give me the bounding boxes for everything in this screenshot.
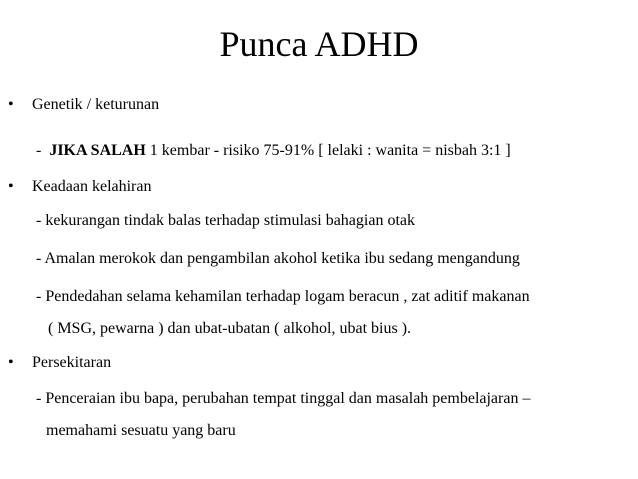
bullet-icon: • (8, 178, 14, 195)
bullet-icon: • (8, 354, 14, 371)
emphasis-text: JIKA SALAH (49, 142, 146, 159)
list-item-kelahiran-3-cont: ( MSG, pewarna ) dan ubat-ubatan ( alkohol, ubat bius ). (48, 320, 412, 337)
list-item-kelahiran-1: - kekurangan tindak balas terhadap stimulasi bahagian otak (36, 212, 415, 229)
list-item-kelahiran-3: - Pendedahan selama kehamilan terhadap logam beracun , zat aditif makanan (36, 288, 530, 305)
section-heading-genetik: Genetik / keturunan (32, 96, 160, 113)
dash: - (36, 142, 42, 159)
list-item-genetik-1 (36, 140, 511, 162)
list-item-persekitaran-1-cont: memahami sesuatu yang baru (46, 422, 236, 439)
list-item-text: 1 kembar - risiko 75-91% [ lelaki : wanita = nisbah 3:1 ] (145, 142, 511, 159)
list-item-persekitaran-1: - Penceraian ibu bapa, perubahan tempat tinggal dan masalah pembelajaran – (36, 390, 531, 407)
list-item-kelahiran-2: - Amalan merokok dan pengambilan akohol ketika ibu sedang mengandung (36, 250, 520, 267)
slide-title: Punca ADHD (219, 24, 419, 64)
section-heading-persekitaran: Persekitaran (32, 354, 112, 371)
bullet-icon: • (8, 96, 14, 113)
section-heading-kelahiran: Keadaan kelahiran (32, 178, 152, 195)
